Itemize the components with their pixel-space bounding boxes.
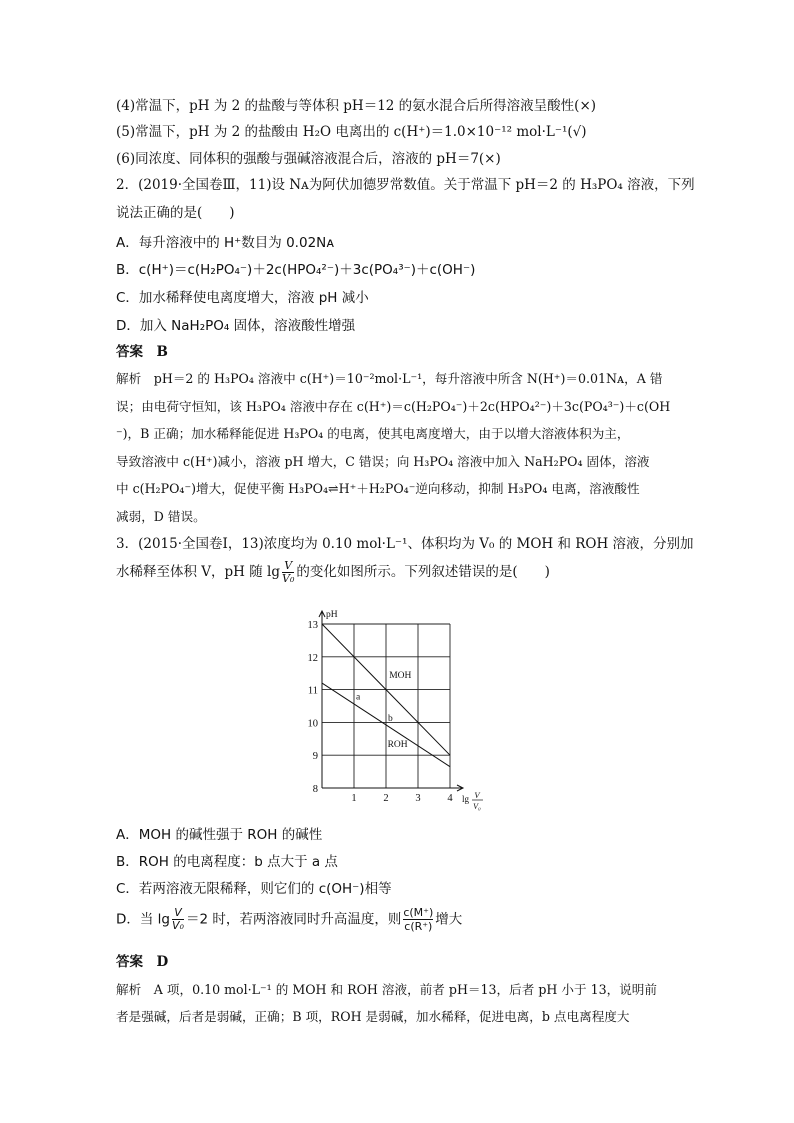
q3-stem-pre: 水稀释至体积 V，pH 随 lg xyxy=(116,564,280,580)
q3-stem-fraction xyxy=(282,560,294,585)
y-tick-label: 9 xyxy=(312,751,318,763)
q3-option-d-pre: D．当 lg xyxy=(116,911,171,928)
q2-stem-line2: 说法正确的是( ) xyxy=(116,205,235,221)
q3-option-d-frac2-num: c(M⁺) xyxy=(403,906,434,919)
q3-stem-post: 的变化如图所示。下列叙述错误的是( ) xyxy=(296,564,550,580)
chart-grid xyxy=(322,624,450,788)
q3-option-d xyxy=(116,906,462,933)
x-tick-label: 1 xyxy=(351,793,357,804)
x-axis-label-den: V₀ xyxy=(473,802,481,811)
q3-frac-num: V xyxy=(282,560,294,573)
q2-analysis-line1: 解析 pH＝2 的 H₃PO₄ 溶液中 c(H⁺)＝10⁻²mol·L⁻¹，每升溶液中所含 N(H⁺)＝0.01Nᴀ，A 错 xyxy=(116,371,663,386)
series-label-moh: MOH xyxy=(389,671,412,682)
q3-answer: 答案 D xyxy=(116,954,169,970)
y-tick-label: 12 xyxy=(307,652,318,664)
q2-option-d: D．加入 NaH₂PO₄ 固体，溶液酸性增强 xyxy=(116,318,356,334)
q3-option-d-fraction2 xyxy=(403,906,433,933)
q2-analysis-line2: 误；由电荷守恒知，该 H₃PO₄ 溶液中存在 c(H⁺)＝c(H₂PO₄⁻)＋2c(HPO₄²⁻)＋3c(PO₄³⁻)＋c(OH xyxy=(116,399,671,414)
point-label-a: a xyxy=(356,692,361,703)
q3-option-d-fraction xyxy=(172,907,184,932)
q2-analysis-line4: 导致溶液中 c(H⁺)减小，溶液 pH 增大，C 错误；向 H₃PO₄ 溶液中加入 NaH₂PO₄ 固体，溶液 xyxy=(116,454,650,469)
x-tick-label: 4 xyxy=(447,793,453,804)
q3-option-d-mid: ＝2 时，若两溶液同时升高温度，则 xyxy=(185,911,402,928)
ph-dilution-chart xyxy=(300,608,500,820)
chart-axes xyxy=(319,611,463,791)
q2-analysis-line6: 减弱，D 错误。 xyxy=(116,509,206,524)
q3-stem-line1: 3．(2015·全国卷Ⅰ，13)浓度均为 0.10 mol·L⁻¹、体积均为 V₀ 的 MOH 和 ROH 溶液，分别加 xyxy=(116,536,694,552)
q3-option-d-frac-den: V₀ xyxy=(172,919,184,932)
q3-frac-den: V₀ xyxy=(282,572,295,585)
q3-stem-line2 xyxy=(116,560,550,585)
q3-option-b: B．ROH 的电离程度：b 点大于 a 点 xyxy=(116,854,338,870)
q2-stem-line1: 2．(2019·全国卷Ⅲ，11)设 Nᴀ为阿伏加德罗常数值。关于常温下 pH＝2 的 H₃PO₄ 溶液，下列 xyxy=(116,177,695,193)
q2-option-a: A．每升溶液中的 H⁺数目为 0.02Nᴀ xyxy=(116,235,335,251)
prev-item-5: (5)常温下，pH 为 2 的盐酸由 H₂O 电离出的 c(H⁺)＝1.0×10⁻¹² mol·L⁻¹(√) xyxy=(116,124,587,140)
chart-labels xyxy=(308,610,484,811)
q2-option-b: B．c(H⁺)＝c(H₂PO₄⁻)＋2c(HPO₄²⁻)＋3c(PO₄³⁻)＋c(OH⁻) xyxy=(116,262,476,278)
prev-item-6: (6)同浓度、同体积的强酸与强碱溶液混合后，溶液的 pH＝7(×) xyxy=(116,151,501,167)
x-tick-label: 2 xyxy=(383,793,389,804)
y-axis-label: pH xyxy=(326,610,338,620)
x-tick-label: 3 xyxy=(415,793,421,804)
x-axis-label-num: V xyxy=(474,790,480,800)
q3-option-d-post: 增大 xyxy=(435,911,463,928)
y-tick-label: 8 xyxy=(312,784,318,795)
prev-item-4: (4)常温下，pH 为 2 的盐酸与等体积 pH＝12 的氨水混合后所得溶液呈酸性(×) xyxy=(116,98,597,114)
x-axis-label-prefix: lg xyxy=(462,794,470,804)
q3-option-a: A．MOH 的碱性强于 ROH 的碱性 xyxy=(116,827,323,843)
q3-option-d-frac2-den: c(R⁺) xyxy=(404,920,433,933)
point-label-b: b xyxy=(388,714,393,725)
q2-analysis-line5: 中 c(H₂PO₄⁻)增大，促使平衡 H₃PO₄⇌H⁺＋H₂PO₄⁻逆向移动，抑制 H₃PO₄ 电离，溶液酸性 xyxy=(116,481,640,496)
series-label-roh: ROH xyxy=(387,740,408,750)
q3-analysis-line2: 者是强碱，后者是弱碱，正确；B 项，ROH 是弱碱，加水稀释，促进电离，b 点电离程度大 xyxy=(116,1009,630,1024)
q3-option-d-frac-num: V xyxy=(172,907,184,920)
q2-option-c: C．加水稀释使电离度增大，溶液 pH 减小 xyxy=(116,290,369,306)
y-tick-label: 11 xyxy=(307,685,318,697)
q3-option-c: C．若两溶液无限稀释，则它们的 c(OH⁻)相等 xyxy=(116,881,392,897)
y-tick-label: 13 xyxy=(307,620,318,631)
q2-analysis-line3: ⁻)，B 正确；加水稀释能促进 H₃PO₄ 的电离，使其电离度增大，由于以增大溶液体积为主， xyxy=(116,426,630,441)
y-tick-label: 10 xyxy=(307,718,318,730)
q2-answer: 答案 B xyxy=(116,344,168,360)
q3-analysis-line1: 解析 A 项，0.10 mol·L⁻¹ 的 MOH 和 ROH 溶液，前者 pH＝13，后者 pH 小于 13，说明前 xyxy=(116,982,657,997)
